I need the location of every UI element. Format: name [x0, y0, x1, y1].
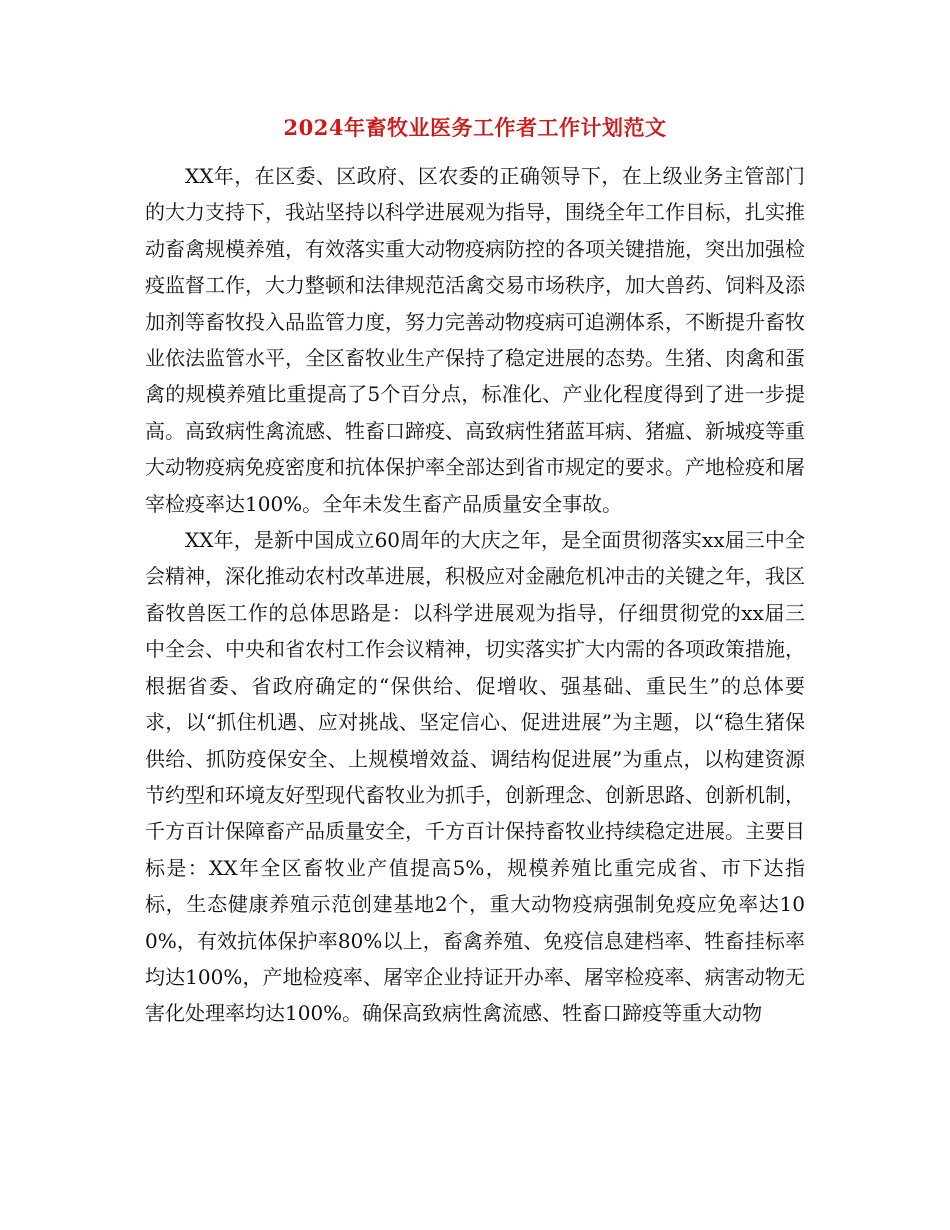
paragraph-2: XX年，是新中国成立60周年的大庆之年，是全面贯彻落实xx届三中全会精神，深化推动农村改革进展，积极应对金融危机冲击的关键之年，我区畜牧兽医工作的总体思路是：以科学进展观为指导，仔细贯彻党的xx届三中全会、中央和省农村工作会议精神，切实落实扩大内需的各项政策措施，根据省委、省政府确定的“保供给、促增收、强基础、重民生”的总体要求，以“抓住机遇、应对挑战、坚定信心、促进进展”为主题，以“稳生猪保供给、抓防疫保安全、上规模增效益、调结构促进展”为重点，以构建资源节约型和环境友好型现代畜牧业为抓手，创新理念、创新思路、创新机制，千方百计保障畜产品质量安全，千方百计保持畜牧业持续稳定进展。主要目标是：XX年全区畜牧业产值提高5%，规模养殖比重完成省、市下达指标，生态健康养殖示范创建基地2个，重大动物疫病强制免疫应免率达100%，有效抗体保护率80%以上，畜禽养殖、免疫信息建档率、牲畜挂标率均达100%，产地检疫率、屠宰企业持证开办率、屠宰检疫率、病害动物无害化处理率均达100%。确保高致病性禽流感、牲畜口蹄疫等重大动物	[145, 528, 805, 1026]
document-title: 2024年畜牧业医务工作者工作计划范文	[283, 115, 667, 140]
paragraph-1: XX年，在区委、区政府、区农委的正确领导下，在上级业务主管部门的大力支持下，我站坚持以科学进展观为指导，围绕全年工作目标，扎实推动畜禽规模养殖，有效落实重大动物疫病防控的各项关键措施，突出加强检疫监督工作，大力整顿和法律规范活禽交易市场秩序，加大兽药、饲料及添加剂等畜牧投入品监管力度，努力完善动物疫病可追溯体系，不断提升畜牧业依法监管水平，全区畜牧业生产保持了稳定进展的态势。生猪、肉禽和蛋禽的规模养殖比重提高了5个百分点，标准化、产业化程度得到了进一步提高。高致病性禽流感、牲畜口蹄疫、高致病性猪蓝耳病、猪瘟、新城疫等重大动物疫病免疫密度和抗体保护率全部达到省市规定的要求。产地检疫和屠宰检疫率达100%。全年未发生畜产品质量安全事故。	[145, 164, 805, 516]
document-body	[145, 158, 805, 1032]
